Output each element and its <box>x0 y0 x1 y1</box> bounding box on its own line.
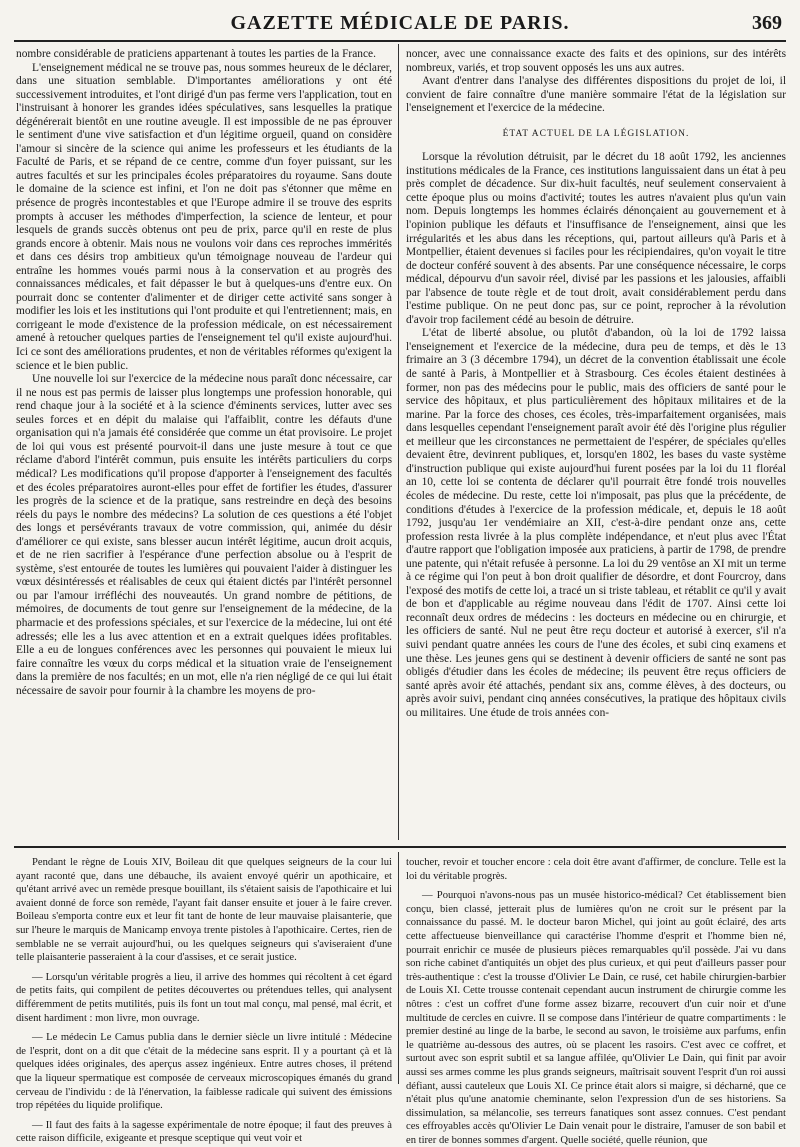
paragraph: — Il faut des faits à la sagesse expérimentale de notre époque; il faut des preuves à cette raison difficile, exigeante et presque sceptique qui veut voir et <box>16 1119 392 1145</box>
column-divider-top <box>398 44 399 840</box>
paragraph: L'état de liberté absolue, ou plutôt d'abandon, où la loi de 1792 laissa l'enseignement et l'exercice de la médecine, dura peu de temps, et dès le 13 frimaire an 3 (3 décembre 1794), un décret de la convention établissait une école de santé à Paris, à Montpellier et à Strasbourg. Ces écoles étaient destinées à former, non pas des médecins pour le public, mais des officiers de santé pour le service des hôpitaux, et plus particulièrement des hôpitaux militaires et de la marine. Par la force des choses, ces écoles, très-imparfaitement organisées, mais dans lesquelles cependant l'enseignement paraît avoir été dès l'origine plus régulier et meilleur que les circonstances ne permettaient de l'espérer, de spéciales qu'elles devaient être, devinrent publiques, et, lorsqu'en 1802, les bases du vaste système d'instruction publique qui existe aujourd'hui furent posées par la loi du 11 floréal an 10, cette loi se contenta de déclarer qu'il pourrait être fondé trois nouvelles écoles de médecine. Du reste, cette loi n'imposait, pas plus que la précédente, de conditions d'études à l'exercice de la profession médicale, et, depuis le 18 août 1792, jusqu'au 1er vendémiaire an XII, c'est-à-dire pendant onze ans, cette profession resta livrée à la plus complète indépendance, et n'eut plus avec l'État d'autre rapport que l'obligation imposée aux praticiens, à partir de 1798, de prendre une patente, qui n'était refusée à personne. La loi du 29 ventôse an XI mit un terme à ce régime qui l'on peut à bon droit qualifier de désordre, et dont Fourcroy, dans l'exposé des motifs de cette loi, a tracé un si triste tableau, et rétablit ce qu'il y avait de bon et d'applicable au régime nouveau dans l'édit de 1707. Ainsi cette loi reconnaît deux ordres de médecins : les docteurs en médecine ou en chirurgie, et les officiers de santé. Nul ne peut être reçu docteur et autorisé à exercer, s'il n'a suivi pendant quatre années les cours de l'une des écoles, et subi cinq examens et une thèse. Les jeunes gens qui se destinent à devenir officiers de santé ne sont pas obligés d'étudier dans les écoles de médecine; ils peuvent être reçus officiers de santé après avoir été attachés, pendant six ans, comme élèves, à des docteurs, ou après avoir suivi, pendant cinq années consécutives, la pratique des hôpitaux civils ou militaires. Une étude de trois années con- <box>406 327 786 719</box>
paragraph: toucher, revoir et toucher encore : cela doit être avant d'affirmer, de conclure. Telle est la loi du véritable progrès. <box>406 857 786 882</box>
paragraph: — Pourquoi n'avons-nous pas un musée historico-médical? Cet établissement bien conçu, bien classé, jetterait plus de lumières qu'on ne croit sur le présent par la connaissance du passé. M. le docteur baron Michel, qui joint au goût éclairé, des arts cette affectueuse bienveillance qui caractérise l'homme d'esprit et l'homme bien né, pourrait enrichir ce musée de plusieurs pièces remarquables qu'il possède. J'ai vu dans son riche cabinet d'antiquités un objet des plus curieux, et qui peut d'ailleurs passer pour très-authentique : c'est la trousse d'Olivier Le Dain, ce rusé, cet habile chirurgien-barbier de Louis XI. Cette trousse contenait cependant aucun instrument de chirurgie comme les nôtres : c'est un coffret d'une forme assez bizarre, recouvert d'un cuir noir et d'une multitude de cercles en cuivre. Il se compose dans l'intérieur de quatre compartiments : le premier destiné au linge de la barbe, le second au savon, le troisième aux parfums, enfin le quatrième au-dessous des autres, où se placent les rasoirs. C'est avec ce coffret, et surtout avec son esprit subtil et sa langue affilée, qu'Olivier Le Dain, qui finit par avoir aussi ses armes comme les plus grands seigneurs, maîtrisait souvent l'esprit d'un roi aussi défiant, aussi cauteleux que Louis XI. Ce prince était alors si maigre, si décharné, que ce n'était plus qu'une anatomie cheminante, selon l'expression d'un de ses historiens. Sa dissimulation, sa mélancolie, ses terreurs fanatiques sont assez connues. C'est pendant ces effroyables accès qu'Olivier Le Dain venait pour le distraire, l'amuser de son babil et en tirer de bonnes sommes d'argent. Quelle société, quelle réunion, que <box>406 890 786 1146</box>
paragraph: — Le médecin Le Camus publia dans le dernier siècle un livre intitulé : Médecine de l'esprit, dont on a dit que c'était de la médecine sans esprit. Il y a pourtant çà et là quelques idées originales, des aperçus assez ingénieux. Entre autres choses, il prétend que la liqueur spermatique est composée de cerveaux microscopiques émanés du grand cerveau de l'individu : de là l'énervation, la faiblesse radicale qui suivent des émissions trop répétées du liquide prolifique. <box>16 1032 392 1112</box>
paragraph: Une nouvelle loi sur l'exercice de la médecine nous paraît donc nécessaire, car il ne nous est pas permis de laisser plus longtemps une profession honorable, qui rend chaque jour à la société et à la science d'éminents services, lutter avec ses seules forces et en dépit du malaise qui l'affaiblit, contre les défauts d'une organisation qui n'a jamais été considérée que comme un état provisoire. Le projet de loi qui vous est présenté pourvoit-il dans une juste mesure à tout ce que réclame d'abord l'intérêt commun, puis ensuite les intérêts particuliers du corps médical? Les modifications qu'il propose d'apporter à l'enseignement des facultés et des écoles préparatoires auront-elles pour effet de fortifier les études, d'assurer les progrès de la science et de la pratique, sans restreindre en deçà des besoins réels du pays le nombre des médecins? La solution de ces questions a été l'objet des longs et persévérants travaux de votre commission, qui, animée du désir d'améliorer ce qui existe, sans blesser aucun intérêt légitime, aucun droit acquis, et de ne rien sacrifier à l'espérance d'une perfection absolue ou à l'esprit de système, s'est entourée de toutes les lumières qui pouvaient l'aider à distinguer les vœux désintéressés et réalisables de ceux qui étaient dictés par l'intérêt personnel ou par l'amour irréfléchi des nouveautés. Un grand nombre de pétitions, de mémoires, de documents de tout genre sur l'enseignement de la médecine, de la pharmacie et des professions spéciales, et sur l'exercice de la médecine, lui ont été adressés; elle les a lus avec attention et en a extrait quelques idées profitables. Elle a eu de longues conférences avec les personnes qui pouvaient le mieux lui faire connaître les vœux du corps médical et la situation vraie de l'enseignement dans la première de nos facultés; en un mot, elle n'a rien négligé de ce qui lui était nécessaire de savoir pour fournir à la chambre les moyens de pro- <box>16 373 392 697</box>
left-column-top <box>16 48 392 838</box>
left-column-bottom <box>16 856 392 1145</box>
column-divider-bottom <box>398 852 399 1084</box>
paragraph: Pendant le règne de Louis XIV, Boileau dit que quelques seigneurs de la cour lui ayant raconté que, dans une débauche, ils avaient envoyé quérir un apothicaire, et qu'étant arrivé avec un remède presque bouillant, ils s'étaient saisis de l'apothicaire et lui avaient donné de force son remède, l'ayant fait danser ensuite et jouer à le faire crever. Boileau s'emporta contre eux et leur fit tant de honte de leur mauvaise plaisanterie, que sur l'heure le marquis de Manicamp envoya trente pistoles à l'apothicaire. Certes, rien de semblable ne se verrait aujourd'hui, ou les quelques seigneurs qui s'aviseraient d'une telle plaisanterie passeraient à la cour d'assises, et ce serait justice. <box>16 857 392 964</box>
feuilleton-separator <box>14 846 786 848</box>
paragraph: L'enseignement médical ne se trouve pas, nous sommes heureux de le déclarer, dans une situation semblable. D'importantes améliorations y ont été successivement introduites, et l'ont dirigé d'un pas ferme vers l'application, tout en l'instruisant à honorer les grandes idées spéculatives, sans lesquelles la pratique dégénérerait bientôt en une routine aveugle. Il est impossible de ne pas éprouver le sentiment d'une vive satisfaction et d'un légitime orgueil, quand on considère l'amour si sincère de la science qui anime les professeurs et les étudiants de la Faculté de Paris, et se répand de ce centre, comme d'un foyer puissant, sur les autres facultés et sur les principales écoles préparatoires du royaume. Sans doute le domaine de la science est infini, et l'on ne doit pas s'étonner que même en présence de progrès incontestables et que l'Europe admire il se trouve des esprits prompts à accuser les méthodes d'imperfection, la science de lenteur, et pour lesquels de grands succès obtenus ont peu de prix, parce qu'il en reste de plus grands encore à obtenir. Mais nous ne voulons voir dans ces reproches immérités et dans ces désirs trop ambitieux qu'un témoignage nouveau de l'ardeur qui entraîne les hommes voués parmi nous à la conservation et au progrès des connaissances médicales, et fait dépasser le but à quelques-uns d'entre eux. On pourrait donc se contenter d'alimenter et de diriger cette activité sans songer à modifier les lois et les institutions qui l'ont produite et qui l'entretiennent; mais, en corrigeant le mode d'existence de la profession médicale, on est nécessairement amené à retoucher quelques parties de l'enseignement tel qu'il existe aujourd'hui. Ici ce sont des améliorations prudentes, et non de véritables réformes qu'exigent la science et le bien public. <box>16 61 392 372</box>
paragraph: noncer, avec une connaissance exacte des faits et des opinions, sur des intérêts nombreux, variés, et trop souvent opposés les uns aux autres. <box>406 48 786 74</box>
paragraph: Avant d'entrer dans l'analyse des différentes dispositions du projet de loi, il convient de faire connaître d'une manière sommaire l'état de la législation sur l'enseignement et l'exercice de la médecine. <box>406 75 786 115</box>
paragraph: Lorsque la révolution détruisit, par le décret du 18 août 1792, les anciennes institutions médicales de la France, ces institutions languissaient dans un état à peu près complet de décadence. Sur dix-huit facultés, neuf seulement conservaient à cette époque plus ou moins d'activité; toutes les autres n'avaient plus qu'un vain nom. Depuis longtemps les hommes éclairés dénonçaient au gouvernement et à l'opinion publique les défauts et l'insuffisance de l'enseignement, ainsi que les irrégularités et les abus dans les réceptions, qui, partout ailleurs qu'à Paris et à Montpellier, étaient devenues si faciles pour les récipiendaires, qu'on voyait le titre de docteur conféré souvent à des absents. Par une conséquence nécessaire, le corps médical, dépourvu d'un savoir réel, divisé par les passions et les jalousies, affaibli par l'absence de toute règle et de tout droit, avait considérablement perdu dans l'estime publique. On ne peut donc pas, sur ce point, reprocher à la révolution d'avoir trop facilement cédé au besoin de détruire. <box>406 151 786 326</box>
section-heading: ÉTAT ACTUEL DE LA LÉGISLATION. <box>502 128 690 139</box>
journal-title: GAZETTE MÉDICALE DE PARIS. <box>230 12 570 34</box>
paragraph: nombre considérable de praticiens appartenant à toutes les parties de la France. <box>16 48 376 60</box>
right-column-bottom <box>406 856 786 1146</box>
paragraph: — Lorsqu'un véritable progrès a lieu, il arrive des hommes qui récoltent à cet égard de petits faits, qui compilent de petites découvertes ou prétendues telles, qui analysent différemment de petits mutilités, puis ils font un tout mal conçu, mal pensé, mal écrit, et disent hardiment : mon livre, mon ouvrage. <box>16 971 392 1024</box>
right-column-top <box>406 48 786 838</box>
page-header <box>14 6 786 42</box>
page-number: 369 <box>752 12 782 34</box>
